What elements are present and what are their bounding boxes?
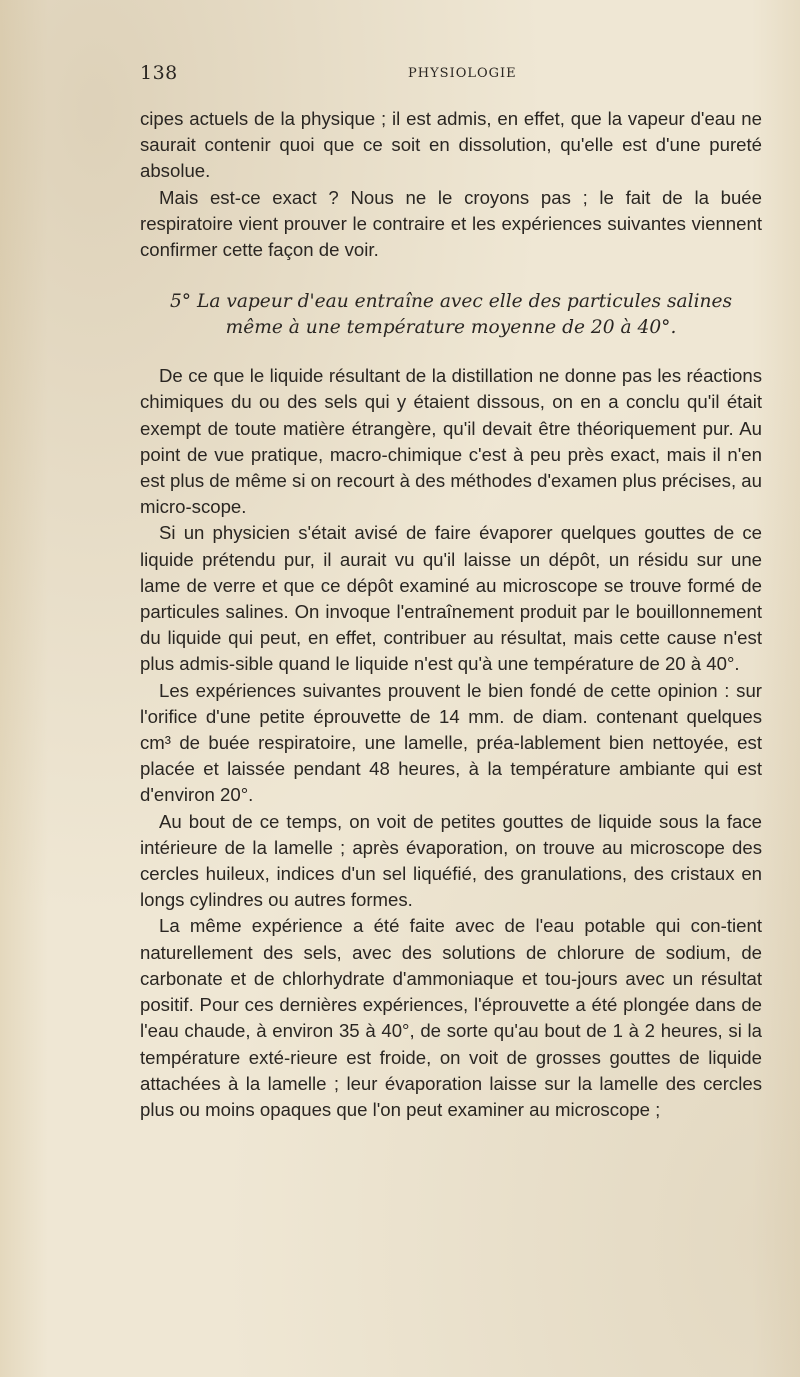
paragraph: Les expériences suivantes prouvent le bien fondé de cette opinion : sur l'orifice d'une petite éprouvette de 14 mm. de diam. contenant quelques cm³ de buée respiratoire, une lamelle, préa-lablement bien nettoyée, est placée et laissée pendant 48 heures, à la température ambiante qui est d'environ 20°.: [140, 679, 762, 806]
page-header: [140, 58, 762, 88]
body-text: [140, 106, 762, 1123]
running-title: PHYSIOLOGIE: [408, 66, 517, 81]
paragraph: Au bout de ce temps, on voit de petites gouttes de liquide sous la face intérieure de la lamelle ; après évaporation, on trouve au microscope des cercles huileux, indices d'un sel liquéfié, des granulations, des cristaux en longs cylindres ou autres formes.: [140, 810, 762, 911]
page-number: 138: [140, 62, 178, 84]
paragraph: De ce que le liquide résultant de la distillation ne donne pas les réactions chimiques du ou des sels qui y étaient dissous, on en a conclu qu'il était exempt de toute matière étrangère, qu'il devait être théoriquement pur. Au point de vue pratique, macro-chimique c'est à peu près exact, mais il n'en est plus de même si on recourt à des méthodes d'examen plus précises, au micro-scope.: [140, 365, 762, 518]
paragraph: La même expérience a été faite avec de l'eau potable qui con-tient naturellement des sels, avec des solutions de chlorure de sodium, de carbonate et de chlorhydrate d'ammoniaque et tou-jours avec un résultat positif. Pour ces dernières expériences, l'éprouvette a été plongée dans de l'eau chaude, à environ 35 à 40°, de sorte qu'au bout de 1 à 2 heures, si la température exté-rieure est froide, on voit de grosses gouttes de liquide attachées à la lamelle ; leur évaporation laisse sur la lamelle des cercles plus ou moins opaques que l'on peut examiner au microscope ;: [140, 915, 762, 1120]
paragraph: cipes actuels de la physique ; il est admis, en effet, que la vapeur d'eau ne saurait contenir quoi que ce soit en dissolution, qu'elle est d'une pureté absolue.: [140, 108, 762, 182]
section-heading-line: même à une température moyenne de 20 à 40°.: [225, 317, 677, 339]
paragraph: Mais est-ce exact ? Nous ne le croyons pas ; le fait de la buée respiratoire vient prouver le contraire et les expériences suivantes viennent confirmer cette façon de voir.: [140, 186, 762, 261]
section-heading: [140, 289, 762, 341]
paragraph: Si un physicien s'était avisé de faire évaporer quelques gouttes de ce liquide prétendu pur, il aurait vu qu'il laisse un dépôt, un résidu sur une lame de verre et que ce dépôt examiné au microscope se trouve formé de particules salines. On invoque l'entraînement produit par le bouillonnement du liquide qui peut, en effet, contribuer au résultat, mais cette cause n'est plus admis-sible quand le liquide n'est qu'à une température de 20 à 40°.: [140, 522, 762, 675]
section-heading-line: 5° La vapeur d'eau entraîne avec elle des particules salines: [169, 291, 733, 313]
